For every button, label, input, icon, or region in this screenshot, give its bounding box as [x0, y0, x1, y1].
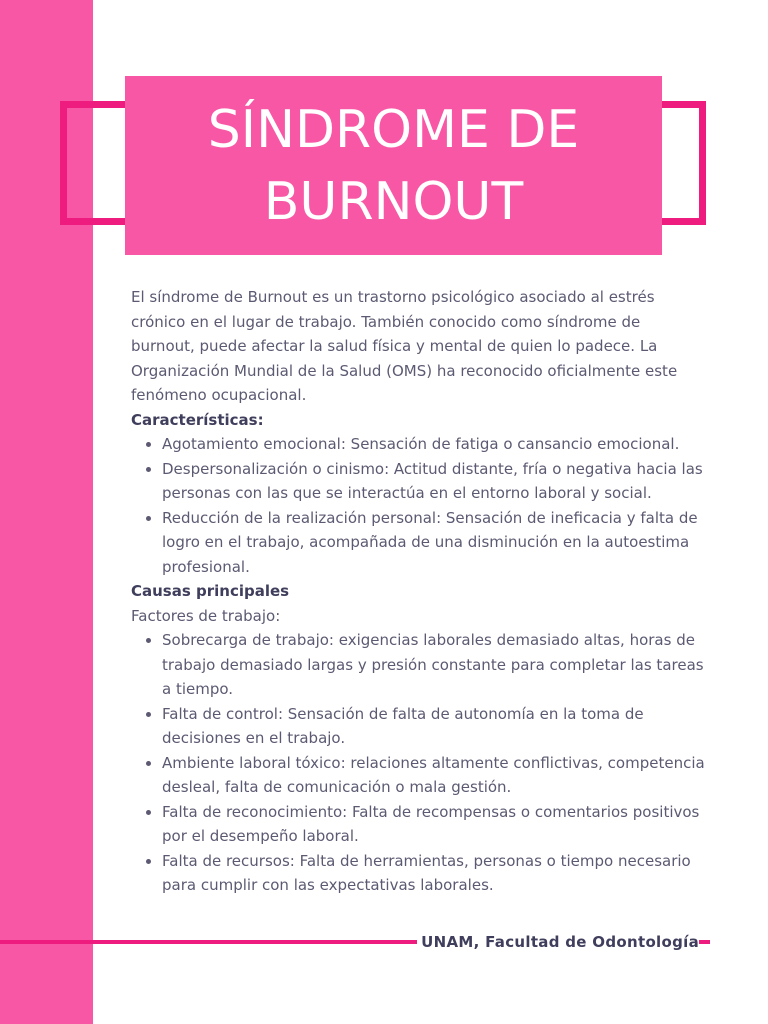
list-item: • Falta de reconocimiento: Falta de recompensas o comentarios positivos por el desempeño laboral.	[162, 800, 706, 849]
caracteristicas-list	[131, 432, 706, 579]
list-item: • Agotamiento emocional: Sensación de fatiga o cansancio emocional.	[162, 432, 706, 457]
list-item: • Falta de recursos: Falta de herramientas, personas o tiempo necesario para cumplir con las expectativas laborales.	[162, 849, 706, 898]
factores-subheading: Factores de trabajo:	[131, 606, 281, 625]
page-title	[208, 94, 580, 238]
title-line-1: SÍNDROME DE	[207, 99, 580, 160]
main-content	[131, 285, 706, 898]
list-item: • Ambiente laboral tóxico: relaciones altamente conflictivas, competencia desleal, falta de comunicación o mala gestión.	[162, 751, 706, 800]
causas-heading: Causas principales	[131, 582, 290, 600]
title-line-2: BURNOUT	[263, 171, 524, 232]
list-item: • Reducción de la realización personal: Sensación de ineficacia y falta de logro en el trabajo, acompañada de una disminución en la autoestima profesional.	[162, 506, 706, 580]
footer-institution: UNAM, Facultad de Odontología	[417, 932, 699, 952]
list-item: • Despersonalización o cinismo: Actitud distante, fría o negativa hacia las personas con las que se interactúa en el entorno laboral y social.	[162, 457, 706, 506]
left-title-bracket	[60, 101, 130, 225]
list-item: • Falta de control: Sensación de falta de autonomía en la toma de decisiones en el trabajo.	[162, 702, 706, 751]
causas-list	[131, 628, 706, 898]
list-item: • Sobrecarga de trabajo: exigencias laborales demasiado altas, horas de trabajo demasiado largas y presión constante para completar las tareas a tiempo.	[162, 628, 706, 702]
title-banner	[125, 76, 662, 255]
caracteristicas-heading: Características:	[131, 410, 264, 429]
intro-paragraph: El síndrome de Burnout es un trastorno psicológico asociado al estrés crónico en el lugar de trabajo. También conocido como síndrome de burnout, puede afectar la salud física y mental de quien lo padece. La Organización Mundial de la Salud (OMS) ha reconocido oficialmente este fenómeno ocupacional.	[131, 288, 678, 404]
